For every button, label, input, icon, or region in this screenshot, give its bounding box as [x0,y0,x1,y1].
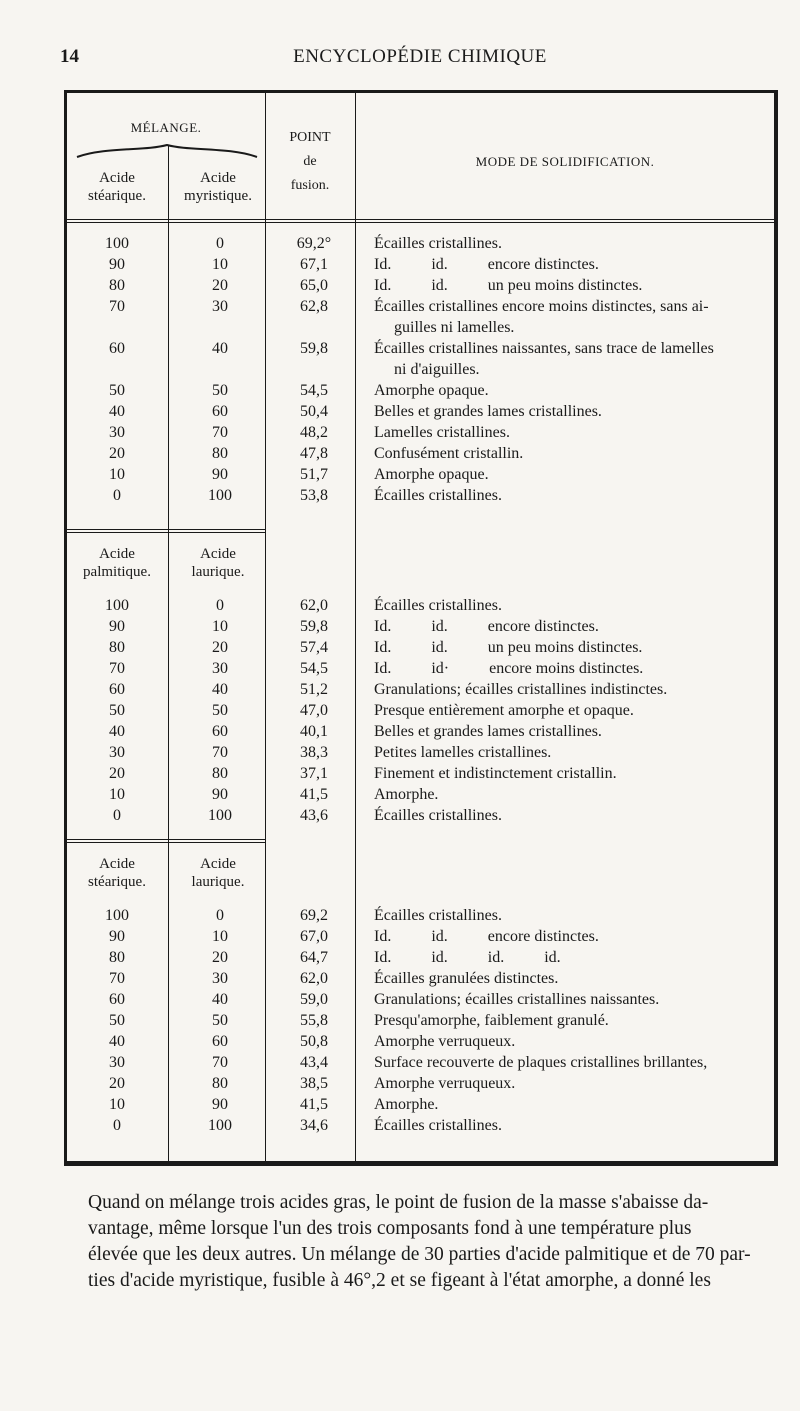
mode-line: Id. id· encore moins distinctes. [374,660,644,677]
melting-point: 62,0 [300,970,328,987]
mode-line: Écailles cristallines encore moins distinctes, sans ai- [374,298,709,315]
table-row [67,805,775,826]
mode-line: Écailles granulées distinctes. [374,970,559,987]
parts-acid-b: 20 [212,277,228,294]
parts-acid-a: 20 [109,445,125,462]
solidification-mode [374,233,774,254]
mode-line: Amorphe opaque. [374,466,489,483]
mode-line: Écailles cristallines naissantes, sans trace de lamelles [374,340,714,357]
parts-acid-a: 30 [109,424,125,441]
parts-acid-a: 30 [109,744,125,761]
table-row [67,464,775,485]
solidification-mode [374,595,774,616]
parts-acid-b: 0 [216,235,224,252]
parts-acid-b: 0 [216,907,224,924]
table-row [67,1073,775,1094]
section-acid-b [168,855,268,891]
mode-line: ni d'aiguilles. [374,361,480,378]
parts-acid-a: 70 [109,970,125,987]
mode-line: Granulations; écailles cristallines indistinctes. [374,681,668,698]
melting-point: 51,7 [300,466,328,483]
melting-point: 41,5 [300,786,328,803]
parts-acid-b: 90 [212,1096,228,1113]
solidification-mode [374,616,774,637]
parts-acid-a: 40 [109,723,125,740]
solidification-mode [374,1094,774,1115]
table-row [67,1031,775,1052]
mode-line: guilles ni lamelles. [374,319,515,336]
parts-acid-b: 100 [208,807,232,824]
parts-acid-b: 50 [212,382,228,399]
acid-name-line: palmitique. [83,564,151,580]
parts-acid-b: 60 [212,1033,228,1050]
mode-line: Amorphe. [374,786,439,803]
parts-acid-b: 60 [212,723,228,740]
journal-title: ENCYCLOPÉDIE CHIMIQUE [293,46,547,67]
solidification-mode [374,763,774,784]
table-row [67,401,775,422]
acid-name-line: Acide [200,546,236,562]
melting-point: 64,7 [300,949,328,966]
mode-line: Id. id. un peu moins distinctes. [374,277,643,294]
table-row [67,784,775,805]
mode-line: Écailles cristallines. [374,907,502,924]
paragraph-line: ties d'acide myristique, fusible à 46°,2 et se figeant à l'état amorphe, a donné les [88,1270,711,1291]
parts-acid-a: 10 [109,786,125,803]
table-row [67,658,775,679]
mode-line: Petites lamelles cristallines. [374,744,552,761]
parts-acid-b: 70 [212,1054,228,1071]
table-row [67,422,775,443]
table-row [67,275,775,296]
melting-point: 50,4 [300,403,328,420]
parts-acid-b: 90 [212,786,228,803]
melting-point: 59,8 [300,618,328,635]
solidification-mode [374,380,774,401]
col-rule-1 [168,145,169,1161]
parts-acid-b: 50 [212,702,228,719]
solidification-mode [374,275,774,296]
parts-acid-a: 50 [109,1012,125,1029]
table-row [67,616,775,637]
melting-point: 69,2 [300,907,328,924]
solidification-mode [374,1010,774,1031]
solidification-mode [374,401,774,422]
parts-acid-b: 10 [212,618,228,635]
table-row [67,947,775,968]
table-row [67,763,775,784]
parts-acid-a: 60 [109,991,125,1008]
acid-name-line: Acide [200,170,236,186]
header-brace [75,143,259,159]
melting-point: 37,1 [300,765,328,782]
table-row [67,989,775,1010]
mode-line: Id. id. id. id. [374,949,561,966]
solidification-mode [374,721,774,742]
parts-acid-b: 30 [212,970,228,987]
melting-point: 55,8 [300,1012,328,1029]
parts-acid-a: 70 [109,298,125,315]
section-acid-a [67,545,167,581]
mode-line: Id. id. encore distinctes. [374,618,599,635]
mode-line: Écailles cristallines. [374,235,502,252]
table-row [67,443,775,464]
melting-point: 43,6 [300,807,328,824]
acid-name-line: stéarique. [88,188,146,204]
parts-acid-b: 100 [208,1117,232,1134]
parts-acid-a: 50 [109,382,125,399]
melting-point: 59,0 [300,991,328,1008]
parts-acid-a: 20 [109,765,125,782]
solidification-mode [374,989,774,1010]
section-divider [67,839,265,840]
parts-acid-a: 100 [105,907,129,924]
parts-acid-a: 10 [109,466,125,483]
running-head [60,46,780,76]
section-divider [67,842,265,843]
solidification-mode [374,1073,774,1094]
mode-line: Id. id. un peu moins distinctes. [374,639,643,656]
parts-acid-a: 90 [109,618,125,635]
solidification-mode [374,1115,774,1136]
melting-point: 50,8 [300,1033,328,1050]
body-paragraph [88,1190,788,1294]
melting-point: 62,8 [300,298,328,315]
section-divider [67,532,265,533]
parts-acid-a: 70 [109,660,125,677]
parts-acid-a: 0 [113,1117,121,1134]
parts-acid-b: 80 [212,765,228,782]
solidification-mode [374,1052,774,1073]
solidification-table [64,90,778,1166]
table-row [67,679,775,700]
solidification-mode [374,905,774,926]
table-row [67,700,775,721]
parts-acid-b: 70 [212,424,228,441]
header-rule-2 [67,222,775,223]
table-row [67,296,775,338]
mode-line: Finement et indistinctement cristallin. [374,765,617,782]
parts-acid-a: 100 [105,235,129,252]
table-row [67,1010,775,1031]
mode-line: Id. id. encore distinctes. [374,256,599,273]
table-row [67,1094,775,1115]
parts-acid-a: 80 [109,949,125,966]
mode-line: Écailles cristallines. [374,1117,502,1134]
solidification-mode [374,338,774,380]
table-row [67,254,775,275]
melting-point: 38,5 [300,1075,328,1092]
mode-line: Presqu'amorphe, faiblement granulé. [374,1012,609,1029]
melting-point: 47,0 [300,702,328,719]
header-point-line3: fusion. [290,178,330,193]
header-melange: MÉLANGE. [130,120,202,135]
parts-acid-b: 20 [212,639,228,656]
table-row [67,1052,775,1073]
table-row [67,926,775,947]
solidification-mode [374,658,774,679]
parts-acid-b: 40 [212,340,228,357]
parts-acid-a: 40 [109,1033,125,1050]
mode-line: Granulations; écailles cristallines naissantes. [374,991,660,1008]
paragraph-line: élevée que les deux autres. Un mélange de 30 parties d'acide palmitique et de 70 par- [88,1244,751,1265]
melting-point: 57,4 [300,639,328,656]
table-row [67,905,775,926]
mode-line: Belles et grandes lames cristallines. [374,403,602,420]
solidification-mode [374,296,774,338]
melting-point: 54,5 [300,382,328,399]
acid-name-line: myristique. [184,188,252,204]
section-acid-a [67,169,167,205]
melting-point: 40,1 [300,723,328,740]
solidification-mode [374,742,774,763]
parts-acid-b: 10 [212,928,228,945]
paragraph-line: vantage, même lorsque l'un des trois composants fond à une température plus [88,1218,692,1239]
solidification-mode [374,700,774,721]
table-row [67,742,775,763]
parts-acid-b: 0 [216,597,224,614]
mode-line: Amorphe opaque. [374,382,489,399]
acid-name-line: laurique. [191,564,245,580]
acid-name-line: Acide [200,856,236,872]
parts-acid-b: 20 [212,949,228,966]
table-row [67,968,775,989]
melting-point: 65,0 [300,277,328,294]
mode-line: Belles et grandes lames cristallines. [374,723,602,740]
melting-point: 34,6 [300,1117,328,1134]
parts-acid-a: 10 [109,1096,125,1113]
solidification-mode [374,1031,774,1052]
parts-acid-a: 20 [109,1075,125,1092]
mode-line: Amorphe. [374,1096,439,1113]
acid-name-line: Acide [99,856,135,872]
table-row [67,637,775,658]
table-row [67,338,775,380]
mode-line: Amorphe verruqueux. [374,1075,516,1092]
melting-point: 53,8 [300,487,328,504]
table-row [67,485,775,506]
mode-line: Écailles cristallines. [374,597,502,614]
parts-acid-b: 50 [212,1012,228,1029]
paragraph-line: Quand on mélange trois acides gras, le point de fusion de la masse s'abaisse da- [88,1192,709,1213]
table-row [67,380,775,401]
header-point-line1: POINT [289,130,331,145]
solidification-mode [374,443,774,464]
parts-acid-b: 80 [212,445,228,462]
parts-acid-b: 90 [212,466,228,483]
header-rule [67,219,775,220]
parts-acid-a: 100 [105,597,129,614]
acid-name-line: laurique. [191,874,245,890]
mode-line: Id. id. encore distinctes. [374,928,599,945]
header-point [265,129,355,195]
table-row [67,233,775,254]
mode-line: Amorphe verruqueux. [374,1033,516,1050]
parts-acid-a: 60 [109,681,125,698]
parts-acid-b: 10 [212,256,228,273]
solidification-mode [374,637,774,658]
table-row [67,1115,775,1136]
parts-acid-b: 30 [212,298,228,315]
header-point-line2: de [303,154,317,169]
page-number: 14 [60,46,79,67]
parts-acid-a: 80 [109,277,125,294]
melting-point: 54,5 [300,660,328,677]
melting-point: 62,0 [300,597,328,614]
parts-acid-a: 30 [109,1054,125,1071]
solidification-mode [374,679,774,700]
parts-acid-b: 70 [212,744,228,761]
parts-acid-b: 100 [208,487,232,504]
acid-name-line: stéarique. [88,874,146,890]
parts-acid-a: 40 [109,403,125,420]
melting-point: 59,8 [300,340,328,357]
mode-line: Lamelles cristallines. [374,424,510,441]
mode-line: Écailles cristallines. [374,807,502,824]
melting-point: 67,0 [300,928,328,945]
solidification-mode [374,947,774,968]
solidification-mode [374,464,774,485]
mode-line: Surface recouverte de plaques cristallines brillantes, [374,1054,708,1071]
parts-acid-b: 40 [212,681,228,698]
mode-line: Presque entièrement amorphe et opaque. [374,702,634,719]
mode-line: Confusément cristallin. [374,445,524,462]
melting-point: 47,8 [300,445,328,462]
solidification-mode [374,805,774,826]
solidification-mode [374,784,774,805]
parts-acid-a: 50 [109,702,125,719]
parts-acid-b: 60 [212,403,228,420]
parts-acid-a: 0 [113,807,121,824]
table-row [67,595,775,616]
parts-acid-b: 80 [212,1075,228,1092]
mode-line: Écailles cristallines. [374,487,502,504]
acid-name-line: Acide [99,170,135,186]
table-row [67,721,775,742]
melting-point: 67,1 [300,256,328,273]
solidification-mode [374,485,774,506]
section-acid-b [168,545,268,581]
section-acid-b [168,169,268,205]
melting-point: 38,3 [300,744,328,761]
acid-name-line: Acide [99,546,135,562]
header-mode: MODE DE SOLIDIFICATION. [475,154,655,169]
solidification-mode [374,422,774,443]
melting-point: 41,5 [300,1096,328,1113]
parts-acid-a: 90 [109,928,125,945]
melting-point: 43,4 [300,1054,328,1071]
solidification-mode [374,254,774,275]
solidification-mode [374,968,774,989]
parts-acid-a: 60 [109,340,125,357]
parts-acid-a: 80 [109,639,125,656]
parts-acid-a: 0 [113,487,121,504]
solidification-mode [374,926,774,947]
section-divider [67,529,265,530]
melting-point: 69,2° [296,235,332,252]
parts-acid-b: 40 [212,991,228,1008]
section-acid-a [67,855,167,891]
parts-acid-a: 90 [109,256,125,273]
parts-acid-b: 30 [212,660,228,677]
melting-point: 51,2 [300,681,328,698]
melting-point: 48,2 [300,424,328,441]
